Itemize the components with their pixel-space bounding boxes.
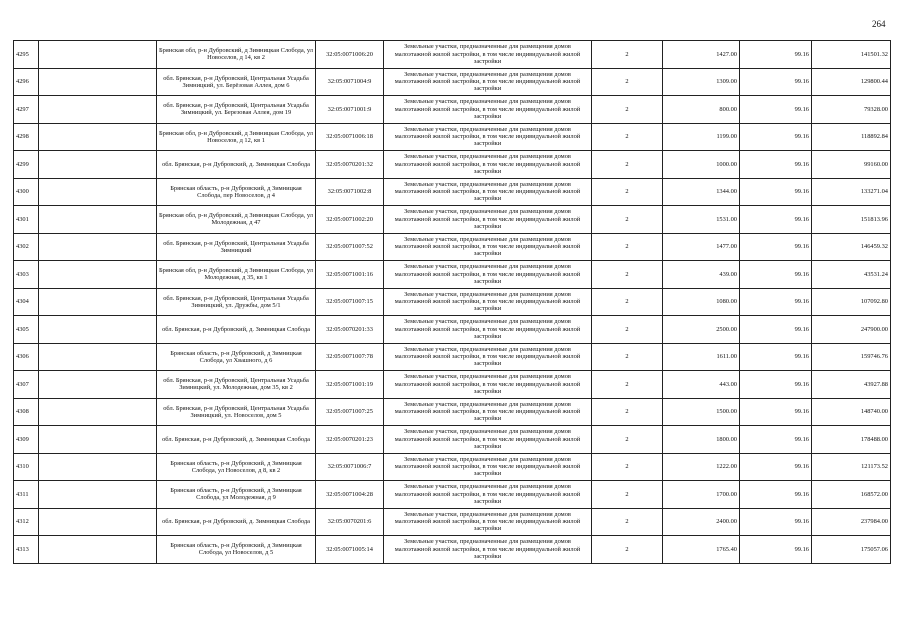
cadastral-value-cell: 43927.88 xyxy=(812,371,891,399)
rate-cell: 99.16 xyxy=(740,288,812,316)
address-cell: обл. Брянская, р-н Дубровский, д. Зимницкая Слобода xyxy=(157,426,316,454)
cadastral-value-cell: 79328.00 xyxy=(812,96,891,124)
area-cell: 2500.00 xyxy=(663,316,740,344)
rate-cell: 99.16 xyxy=(740,343,812,371)
empty-cell xyxy=(39,453,157,481)
cadastral-value-cell: 121173.52 xyxy=(812,453,891,481)
empty-cell xyxy=(39,316,157,344)
land-use-cell: Земельные участки, предназначенные для размещения домов малоэтажной жилой застройки, в том числе индивидуальной жилой застройки xyxy=(384,426,592,454)
area-cell: 1611.00 xyxy=(663,343,740,371)
cadastral-number-cell: 32:05:0071002:8 xyxy=(316,178,384,206)
area-cell: 1765.40 xyxy=(663,536,740,564)
land-use-cell: Земельные участки, предназначенные для размещения домов малоэтажной жилой застройки, в том числе индивидуальной жилой застройки xyxy=(384,343,592,371)
rate-cell: 99.16 xyxy=(740,536,812,564)
empty-cell xyxy=(39,481,157,509)
cadastral-number-cell: 32:05:0071005:14 xyxy=(316,536,384,564)
cadastral-number-cell: 32:05:0071004:9 xyxy=(316,68,384,96)
category-cell: 2 xyxy=(592,261,663,289)
table-row xyxy=(14,261,891,289)
land-use-cell: Земельные участки, предназначенные для размещения домов малоэтажной жилой застройки, в том числе индивидуальной жилой застройки xyxy=(384,123,592,151)
address-cell: обл. Брянская, р-н Дубровский, Центральная Усадьба Зимницкий xyxy=(157,233,316,261)
cadastral-value-cell: 168572.00 xyxy=(812,481,891,509)
category-cell: 2 xyxy=(592,288,663,316)
category-cell: 2 xyxy=(592,398,663,426)
land-use-cell: Земельные участки, предназначенные для размещения домов малоэтажной жилой застройки, в том числе индивидуальной жилой застройки xyxy=(384,41,592,69)
row-number: 4312 xyxy=(14,508,39,536)
row-number: 4305 xyxy=(14,316,39,344)
address-cell: обл. Брянская, р-н Дубровский, Центральная Усадьба Зимницкий, ул. Новоселов, дом 5 xyxy=(157,398,316,426)
cadastral-number-cell: 32:05:0070201:6 xyxy=(316,508,384,536)
empty-cell xyxy=(39,398,157,426)
rate-cell: 99.16 xyxy=(740,178,812,206)
area-cell: 1000.00 xyxy=(663,151,740,179)
empty-cell xyxy=(39,371,157,399)
area-cell: 443.00 xyxy=(663,371,740,399)
rate-cell: 99.16 xyxy=(740,426,812,454)
area-cell: 1427.00 xyxy=(663,41,740,69)
empty-cell xyxy=(39,178,157,206)
cadastral-number-cell: 32:05:0071007:25 xyxy=(316,398,384,426)
area-cell: 2400.00 xyxy=(663,508,740,536)
address-cell: Брянская область, р-н Дубровский, д Зимницкая Слобода, ул Молодежная, д 9 xyxy=(157,481,316,509)
area-cell: 1477.00 xyxy=(663,233,740,261)
cadastral-number-cell: 32:05:0071001:16 xyxy=(316,261,384,289)
table-row xyxy=(14,123,891,151)
empty-cell xyxy=(39,233,157,261)
area-cell: 1500.00 xyxy=(663,398,740,426)
cadastral-number-cell: 32:05:0071001:19 xyxy=(316,371,384,399)
address-cell: обл. Брянская, р-н Дубровский, д. Зимницкая Слобода xyxy=(157,316,316,344)
address-cell: Брянская область, р-н Дубровский, д Зимницкая Слобода, пер Новоселов, д 4 xyxy=(157,178,316,206)
rate-cell: 99.16 xyxy=(740,123,812,151)
row-number: 4306 xyxy=(14,343,39,371)
land-use-cell: Земельные участки, предназначенные для размещения домов малоэтажной жилой застройки, в том числе индивидуальной жилой застройки xyxy=(384,178,592,206)
table-row xyxy=(14,68,891,96)
category-cell: 2 xyxy=(592,96,663,124)
cadastral-value-cell: 99160.00 xyxy=(812,151,891,179)
row-number: 4296 xyxy=(14,68,39,96)
land-registry-table xyxy=(13,40,891,564)
area-cell: 439.00 xyxy=(663,261,740,289)
cadastral-value-cell: 141501.32 xyxy=(812,41,891,69)
cadastral-value-cell: 148740.00 xyxy=(812,398,891,426)
row-number: 4295 xyxy=(14,41,39,69)
cadastral-value-cell: 178488.00 xyxy=(812,426,891,454)
land-use-cell: Земельные участки, предназначенные для размещения домов малоэтажной жилой застройки, в том числе индивидуальной жилой застройки xyxy=(384,453,592,481)
table-row xyxy=(14,288,891,316)
address-cell: обл. Брянская, р-н Дубровский, д. Зимницкая Слобода xyxy=(157,508,316,536)
table-row xyxy=(14,343,891,371)
category-cell: 2 xyxy=(592,316,663,344)
row-number: 4298 xyxy=(14,123,39,151)
rate-cell: 99.16 xyxy=(740,261,812,289)
category-cell: 2 xyxy=(592,536,663,564)
row-number: 4307 xyxy=(14,371,39,399)
cadastral-value-cell: 175057.06 xyxy=(812,536,891,564)
cadastral-value-cell: 43531.24 xyxy=(812,261,891,289)
table-row xyxy=(14,151,891,179)
rate-cell: 99.16 xyxy=(740,206,812,234)
cadastral-number-cell: 32:05:0071006:18 xyxy=(316,123,384,151)
cadastral-number-cell: 32:05:0071002:20 xyxy=(316,206,384,234)
table-row xyxy=(14,481,891,509)
address-cell: Брянская обл, р-н Дубровский, д Зимницкая Слобода, ул Новоселов, д 12, кв 1 xyxy=(157,123,316,151)
category-cell: 2 xyxy=(592,371,663,399)
land-use-cell: Земельные участки, предназначенные для размещения домов малоэтажной жилой застройки, в том числе индивидуальной жилой застройки xyxy=(384,481,592,509)
category-cell: 2 xyxy=(592,233,663,261)
cadastral-number-cell: 32:05:0071007:52 xyxy=(316,233,384,261)
row-number: 4302 xyxy=(14,233,39,261)
table-row xyxy=(14,536,891,564)
area-cell: 1344.00 xyxy=(663,178,740,206)
empty-cell xyxy=(39,288,157,316)
land-use-cell: Земельные участки, предназначенные для размещения домов малоэтажной жилой застройки, в том числе индивидуальной жилой застройки xyxy=(384,261,592,289)
area-cell: 1700.00 xyxy=(663,481,740,509)
address-cell: обл. Брянская, р-н Дубровский, Центральная Усадьба Зимницкий, ул. Дружбы, дом 5/1 xyxy=(157,288,316,316)
cadastral-number-cell: 32:05:0070201:33 xyxy=(316,316,384,344)
category-cell: 2 xyxy=(592,481,663,509)
row-number: 4299 xyxy=(14,151,39,179)
address-cell: Брянская обл, р-н Дубровский, д Зимницкая Слобода, ул Молодежная, д 47 xyxy=(157,206,316,234)
land-use-cell: Земельные участки, предназначенные для размещения домов малоэтажной жилой застройки, в том числе индивидуальной жилой застройки xyxy=(384,151,592,179)
land-use-cell: Земельные участки, предназначенные для размещения домов малоэтажной жилой застройки, в том числе индивидуальной жилой застройки xyxy=(384,233,592,261)
row-number: 4303 xyxy=(14,261,39,289)
empty-cell xyxy=(39,96,157,124)
category-cell: 2 xyxy=(592,426,663,454)
address-cell: Брянская область, р-н Дубровский, д Зимницкая Слобода, ул Хвашного, д 6 xyxy=(157,343,316,371)
empty-cell xyxy=(39,426,157,454)
land-use-cell: Земельные участки, предназначенные для размещения домов малоэтажной жилой застройки, в том числе индивидуальной жилой застройки xyxy=(384,96,592,124)
land-use-cell: Земельные участки, предназначенные для размещения домов малоэтажной жилой застройки, в том числе индивидуальной жилой застройки xyxy=(384,536,592,564)
table-row xyxy=(14,233,891,261)
rate-cell: 99.16 xyxy=(740,151,812,179)
page-number: 264 xyxy=(872,19,886,29)
area-cell: 1309.00 xyxy=(663,68,740,96)
area-cell: 1222.00 xyxy=(663,453,740,481)
table-row xyxy=(14,316,891,344)
cadastral-number-cell: 32:05:0071006:20 xyxy=(316,41,384,69)
empty-cell xyxy=(39,343,157,371)
rate-cell: 99.16 xyxy=(740,453,812,481)
land-use-cell: Земельные участки, предназначенные для размещения домов малоэтажной жилой застройки, в том числе индивидуальной жилой застройки xyxy=(384,316,592,344)
area-cell: 1800.00 xyxy=(663,426,740,454)
table-row xyxy=(14,398,891,426)
cadastral-number-cell: 32:05:0071006:7 xyxy=(316,453,384,481)
rate-cell: 99.16 xyxy=(740,371,812,399)
empty-cell xyxy=(39,536,157,564)
rate-cell: 99.16 xyxy=(740,41,812,69)
row-number: 4301 xyxy=(14,206,39,234)
address-cell: обл. Брянская, р-н Дубровский, Центральная Усадьба Зимницкий, ул. Молодежная, дом 35, кв 2 xyxy=(157,371,316,399)
row-number: 4300 xyxy=(14,178,39,206)
row-number: 4310 xyxy=(14,453,39,481)
land-use-cell: Земельные участки, предназначенные для размещения домов малоэтажной жилой застройки, в том числе индивидуальной жилой застройки xyxy=(384,288,592,316)
category-cell: 2 xyxy=(592,508,663,536)
row-number: 4309 xyxy=(14,426,39,454)
area-cell: 1199.00 xyxy=(663,123,740,151)
table-body xyxy=(14,41,891,564)
empty-cell xyxy=(39,41,157,69)
cadastral-value-cell: 159746.76 xyxy=(812,343,891,371)
empty-cell xyxy=(39,508,157,536)
address-cell: Брянская обл, р-н Дубровский, д Зимницкая Слобода, ул Новоселов, д 14, кв 2 xyxy=(157,41,316,69)
cadastral-value-cell: 247900.00 xyxy=(812,316,891,344)
row-number: 4308 xyxy=(14,398,39,426)
table-row xyxy=(14,96,891,124)
empty-cell xyxy=(39,151,157,179)
rate-cell: 99.16 xyxy=(740,481,812,509)
rate-cell: 99.16 xyxy=(740,96,812,124)
rate-cell: 99.16 xyxy=(740,508,812,536)
cadastral-value-cell: 129800.44 xyxy=(812,68,891,96)
cadastral-value-cell: 118892.84 xyxy=(812,123,891,151)
area-cell: 1531.00 xyxy=(663,206,740,234)
table-row xyxy=(14,41,891,69)
cadastral-value-cell: 133271.04 xyxy=(812,178,891,206)
cadastral-number-cell: 32:05:0071007:15 xyxy=(316,288,384,316)
cadastral-value-cell: 237984.00 xyxy=(812,508,891,536)
land-use-cell: Земельные участки, предназначенные для размещения домов малоэтажной жилой застройки, в том числе индивидуальной жилой застройки xyxy=(384,68,592,96)
category-cell: 2 xyxy=(592,343,663,371)
row-number: 4313 xyxy=(14,536,39,564)
cadastral-value-cell: 107092.80 xyxy=(812,288,891,316)
cadastral-number-cell: 32:05:0071004:28 xyxy=(316,481,384,509)
cadastral-number-cell: 32:05:0070201:32 xyxy=(316,151,384,179)
row-number: 4311 xyxy=(14,481,39,509)
empty-cell xyxy=(39,206,157,234)
address-cell: обл. Брянская, р-н Дубровский, д. Зимницкая Слобода xyxy=(157,151,316,179)
area-cell: 800.00 xyxy=(663,96,740,124)
cadastral-value-cell: 151813.96 xyxy=(812,206,891,234)
table-row xyxy=(14,178,891,206)
land-use-cell: Земельные участки, предназначенные для размещения домов малоэтажной жилой застройки, в том числе индивидуальной жилой застройки xyxy=(384,508,592,536)
category-cell: 2 xyxy=(592,123,663,151)
address-cell: Брянская область, р-н Дубровский, д Зимницкая Слобода, ул Новоселов, д 8, кв 2 xyxy=(157,453,316,481)
table-row xyxy=(14,206,891,234)
rate-cell: 99.16 xyxy=(740,233,812,261)
area-cell: 1080.00 xyxy=(663,288,740,316)
category-cell: 2 xyxy=(592,178,663,206)
address-cell: Брянская область, р-н Дубровский, д Зимницкая Слобода, ул Новоселов, д 5 xyxy=(157,536,316,564)
cadastral-value-cell: 146459.32 xyxy=(812,233,891,261)
empty-cell xyxy=(39,123,157,151)
cadastral-number-cell: 32:05:0071001:9 xyxy=(316,96,384,124)
row-number: 4304 xyxy=(14,288,39,316)
address-cell: обл. Брянская, р-н Дубровский, Центральная Усадьба Зимницкий, ул. Берёзовая Аллея, дом 6 xyxy=(157,68,316,96)
table-row xyxy=(14,426,891,454)
address-cell: обл. Брянская, р-н Дубровский, Центральная Усадьба Зимницкий, ул. Березовая Аллея, дом 19 xyxy=(157,96,316,124)
land-use-cell: Земельные участки, предназначенные для размещения домов малоэтажной жилой застройки, в том числе индивидуальной жилой застройки xyxy=(384,398,592,426)
table-row xyxy=(14,371,891,399)
category-cell: 2 xyxy=(592,206,663,234)
rate-cell: 99.16 xyxy=(740,316,812,344)
row-number: 4297 xyxy=(14,96,39,124)
empty-cell xyxy=(39,68,157,96)
rate-cell: 99.16 xyxy=(740,68,812,96)
land-use-cell: Земельные участки, предназначенные для размещения домов малоэтажной жилой застройки, в том числе индивидуальной жилой застройки xyxy=(384,371,592,399)
category-cell: 2 xyxy=(592,41,663,69)
address-cell: Брянская обл, р-н Дубровский, д Зимницкая Слобода, ул Молодежная, д 35, кв 1 xyxy=(157,261,316,289)
table-row xyxy=(14,508,891,536)
cadastral-number-cell: 32:05:0071007:78 xyxy=(316,343,384,371)
land-use-cell: Земельные участки, предназначенные для размещения домов малоэтажной жилой застройки, в том числе индивидуальной жилой застройки xyxy=(384,206,592,234)
empty-cell xyxy=(39,261,157,289)
cadastral-number-cell: 32:05:0070201:23 xyxy=(316,426,384,454)
table-row xyxy=(14,453,891,481)
category-cell: 2 xyxy=(592,151,663,179)
category-cell: 2 xyxy=(592,453,663,481)
category-cell: 2 xyxy=(592,68,663,96)
rate-cell: 99.16 xyxy=(740,398,812,426)
